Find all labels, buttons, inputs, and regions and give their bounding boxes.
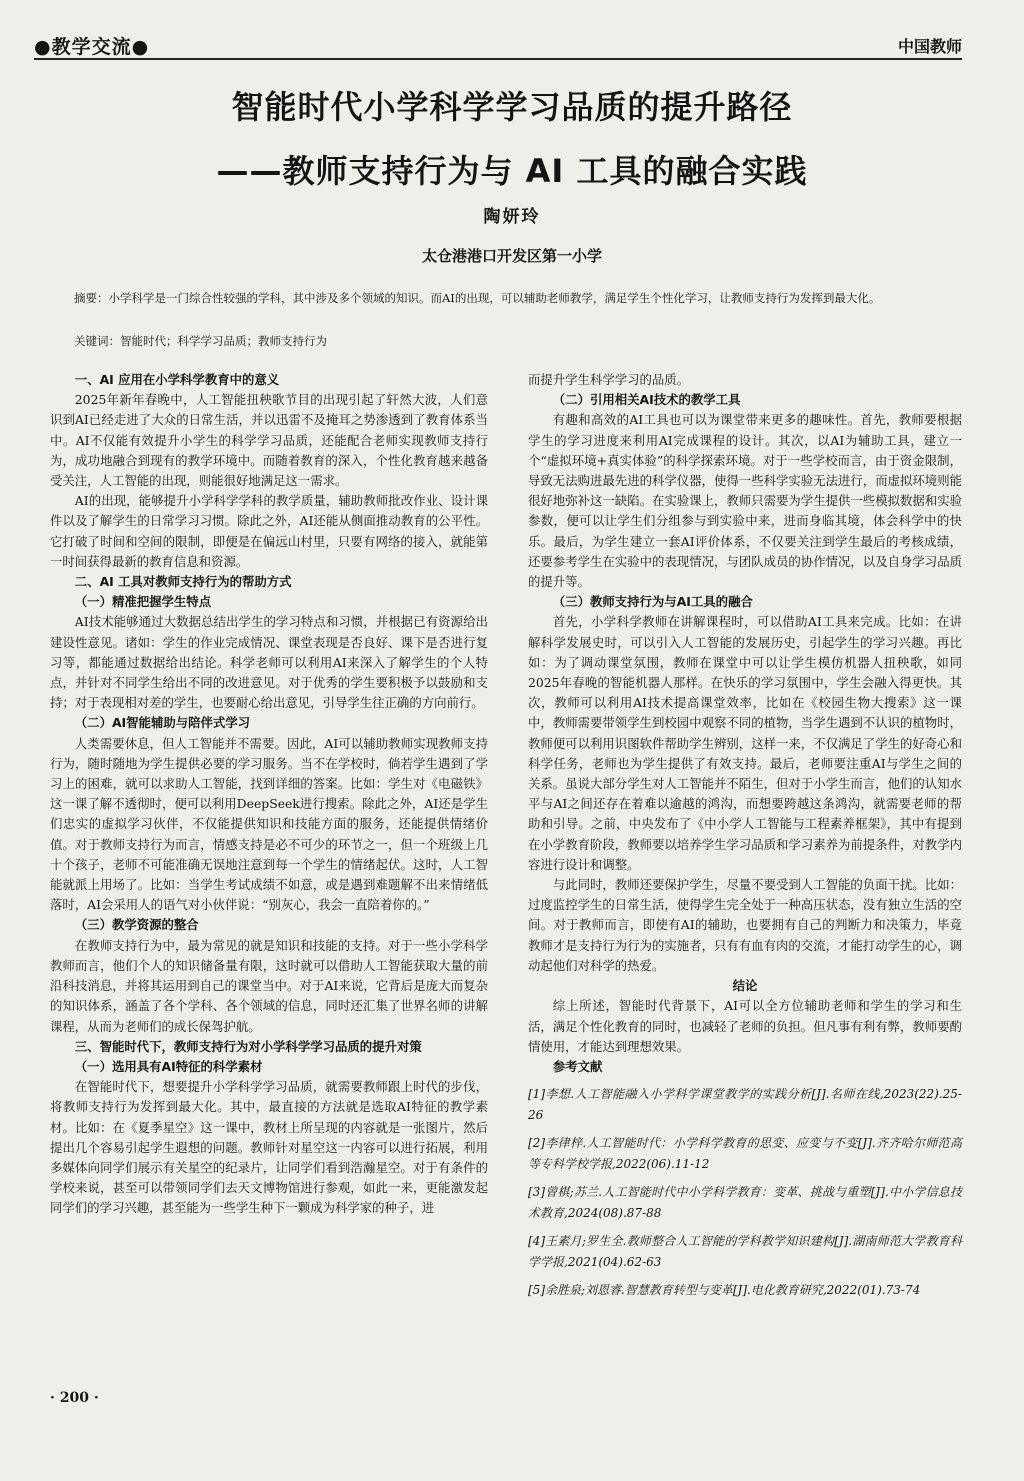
paragraph: 首先，小学科学教师在讲解课程时，可以借助AI工具来完成。比如：在讲解科学发展史时，可以引入人工智能的发展历史，引起学生的学习兴趣。再比如：为了调动课堂氛围，教师在课堂中可以让学生模仿机器人扭秧歌，如同2025年春晚的智能机器人那样。在快乐的学习氛围中，学生会融入得更快。其次，教师可以利用AI技术提高课堂效率，比如在《校园生物大搜索》这一课中，教师需要带领学生到校园中观察不同的植物，当学生遇到不认识的植物时，教师便可以利用识图软件帮助学生辨别，这样一来，不仅满足了学生的好奇心和科学任务，老师也为学生提供了有效支持。最后，老师要注重AI与学生之间的关系。虽说大部分学生对人工智能并不陌生，但对于小学生而言，他们的认知水平与AI之间还存在着难以逾越的鸿沟，而想要跨越这条鸿沟，就需要老师的帮助和引导。之前，中央发布了《中小学人工智能与工程素养框架》，其中有提到在小学教育阶段，教师要以培养学生学习品质和学习素养为前提条件，对教学内容进行设计和调整。 [528,614,962,872]
paragraph: AI的出现，能够提升小学科学学科的教学质量，辅助教师批改作业、设计课件以及了解学生的日常学习习惯。除此之外，AI还能从侧面推动教育的公平性。它打破了时间和空间的限制，即便是在偏远山村里，只要有网络的接入，就能第一时间获得最新的教育信息和资源。 [50,493,488,569]
paragraph: 综上所述，智能时代背景下，AI可以全方位辅助老师和学生的学习和生活，满足个性化教育的同时，也减轻了老师的负担。但凡事有利有弊，教师要酌情使用，才能达到理想效果。 [528,998,962,1054]
page-number: · 200 · [50,1390,99,1406]
abstract: 摘要：小学科学是一门综合性较强的学科，其中涉及多个领域的知识。而AI的出现，可以辅助老师教学，满足学生个性化学习，让教师支持行为发挥到最大化。 [74,291,881,305]
paragraph: AI技术能够通过大数据总结出学生的学习特点和习惯，并根据已有资源给出建设性意见。诸如：学生的作业完成情况、课堂表现是否良好、课下是否进行复习等，都能通过数据给出结论。科学老师可以利用AI来深入了解学生的个人特点，并针对不同学生给出不同的改进意见。对于优秀的学生要积极予以鼓励和支持；对于表现相对差的学生，也要耐心给出意见，引导学生往正确的方向前行。 [50,614,488,711]
journal-name: 中国教师 [897,37,962,56]
subsection-heading: （一）精准把握学生特点 [74,594,212,610]
section-heading: 三、智能时代下，教师支持行为对小学科学学习品质的提升对策 [74,1038,422,1054]
references-heading: 参考文献 [552,1058,603,1074]
right-column [528,370,962,1301]
author-name: 陶妍玲 [483,207,541,227]
paragraph: 在智能时代下，想要提升小学科学学习品质，就需要教师跟上时代的步伐，将教师支持行为发挥到最大化。其中，最直接的方法就是选取AI特征的教学素材。比如：在《夏季星空》这一课中，教材上所呈现的内容就是一张图片，然后提出几个容易引起学生遐想的问题。教师针对星空这一内容可以进行拓展，利用多媒体向同学们展示有关星空的纪录片，让同学们看到浩瀚星空。对于有条件的学校来说，甚至可以带领同学们去天文博物馆进行参观，如此一来，更能激发起同学们的学习兴趣，甚至能为一些学生种下一颗成为科学家的种子，进 [50,1079,488,1216]
paragraph: 与此同时，教师还要保护学生，尽量不要受到人工智能的负面干扰。比如：过度监控学生的日常生活，使得学生完全处于一种高压状态，没有独立生活的空间。对于教师而言，即使有AI的辅助，也要拥有自己的判断力和决策力，毕竟教师才是支持行为行为的实施者，只有有血有肉的交流，才能打动学生的心，调动起他们对科学的热爱。 [528,877,962,973]
keywords: 关键词：智能时代；科学学习品质；教师支持行为 [74,334,327,348]
reference-item: [5]余胜泉;刘恩睿.智慧教育转型与变革[J].电化教育研究,2022(01).73-74 [528,1283,921,1298]
paragraph: 而提升学生科学学习的品质。 [528,372,690,387]
subsection-heading: （三）教学资源的整合 [74,917,199,933]
left-column [50,370,488,1219]
author-affiliation: 太仓港港口开发区第一小学 [421,247,602,265]
section-label: ●教学交流● [34,36,150,58]
paragraph: 在教师支持行为中，最为常见的就是知识和技能的支持。对于一些小学科学教师而言，他们个人的知识储备量有限，这时就可以借助人工智能获取大量的前沿科技消息，并将其运用到自己的课堂当中。对于AI来说，它背后是庞大而复杂的知识体系，涵盖了各个学科、各个领域的信息，同时还汇集了世界名师的讲解课程，从而为老师们的成长保驾护航。 [50,937,488,1034]
paragraph: 有趣和高效的AI工具也可以为课堂带来更多的趣味性。首先，教师要根据学生的学习进度来利用AI完成课程的设计。其次，以AI为辅助工具，建立一个“虚拟环境+真实体验”的科学探索环境。对于一些学校而言，由于资金限制，导致无法购进最先进的科学仪器，使得一些科学实验无法进行，而虚拟环境则能很好地弥补这一缺陷。在实验课上，教师只需要为学生提供一些模拟数据和实验参数，便可以让学生们分组参与到实验中来，进而身临其境，体会科学中的快乐。最后，为学生建立一套AI评价体系，不仅要关注到学生最后的考核成绩，还要参考学生在实验中的表现情况，与团队成员的协作情况，以及自身学习品质的提升等。 [528,412,962,590]
header-rule [34,58,962,60]
paragraph: 2025年新年春晚中，人工智能扭秧歌节目的出现引起了轩然大波，人们意识到AI已经走进了大众的日常生活，并以迅雷不及掩耳之势渗透到了教育体系当中。AI不仅能有效提升小学生的科学学习品质，还能配合老师实现教师支持行为，成功地融合到现有的教学环境中。而随着教育的深入，个性化教育越来越备受关注，人工智能的出现，则能很好地满足这一需求。 [50,392,488,489]
reference-item: [4]王素月;罗生全.教师整合人工智能的学科教学知识建构[J].湖南师范大学教育科学学报,2021(04).62-63 [528,1234,962,1270]
reference-item: [3]曾棋;苏兰.人工智能时代中小学科学教育：变革、挑战与重塑[J].中小学信息技术教育,2024(08).87-88 [528,1185,962,1221]
section-heading: 一、AI 应用在小学科学教育中的意义 [74,372,280,387]
section-heading: 二、AI 工具对教师支持行为的帮助方式 [74,574,292,590]
reference-item: [2]李律梓.人工智能时代：小学科学教育的思变、应变与不变[J].齐齐哈尔师范高等专科学校学报,2022(06).11-12 [528,1136,962,1172]
subsection-heading: （一）选用具有AI特征的科学素材 [74,1058,263,1074]
article-title: 智能时代小学科学学习品质的提升路径 [231,88,793,126]
paragraph: 人类需要休息，但人工智能并不需要。因此，AI可以辅助教师实现教师支持行为，随时随地为学生提供必要的学习服务。当不在学校时，倘若学生遇到了学习上的困难，就可以求助人工智能，找到详细的答案。比如：学生对《电磁铁》这一课了解不透彻时，便可以利用DeepSeek进行搜索。除此之外，AI还是学生们忠实的虚拟学习伙伴，不仅能提供知识和技能方面的服务，还能提供情绪价值。对于教师支持行为而言，情感支持是必不可少的环节之一，但一个班级上几十个孩子，老师不可能准确无误地注意到每一个学生的情绪起伏。这时，人工智能就派上用场了。比如：当学生考试成绩不如意，或是遇到难题解不出来情绪低落时，AI会采用人的语气对小伙伴说：“别灰心，我会一直陪着你的。” [50,735,488,913]
subsection-heading: （三）教师支持行为与AI工具的融合 [552,594,753,610]
subsection-heading: （二）引用相关AI技术的教学工具 [552,392,741,408]
conclusion-heading: 结论 [732,978,758,994]
article-subtitle: ——教师支持行为与 AI 工具的融合实践 [216,152,808,190]
subsection-heading: （二）AI智能辅助与陪伴式学习 [74,715,251,731]
reference-item: [1]李想.人工智能融入小学科学课堂教学的实践分析[J].名师在线,2023(22).25-26 [528,1087,962,1123]
running-header [34,30,962,60]
